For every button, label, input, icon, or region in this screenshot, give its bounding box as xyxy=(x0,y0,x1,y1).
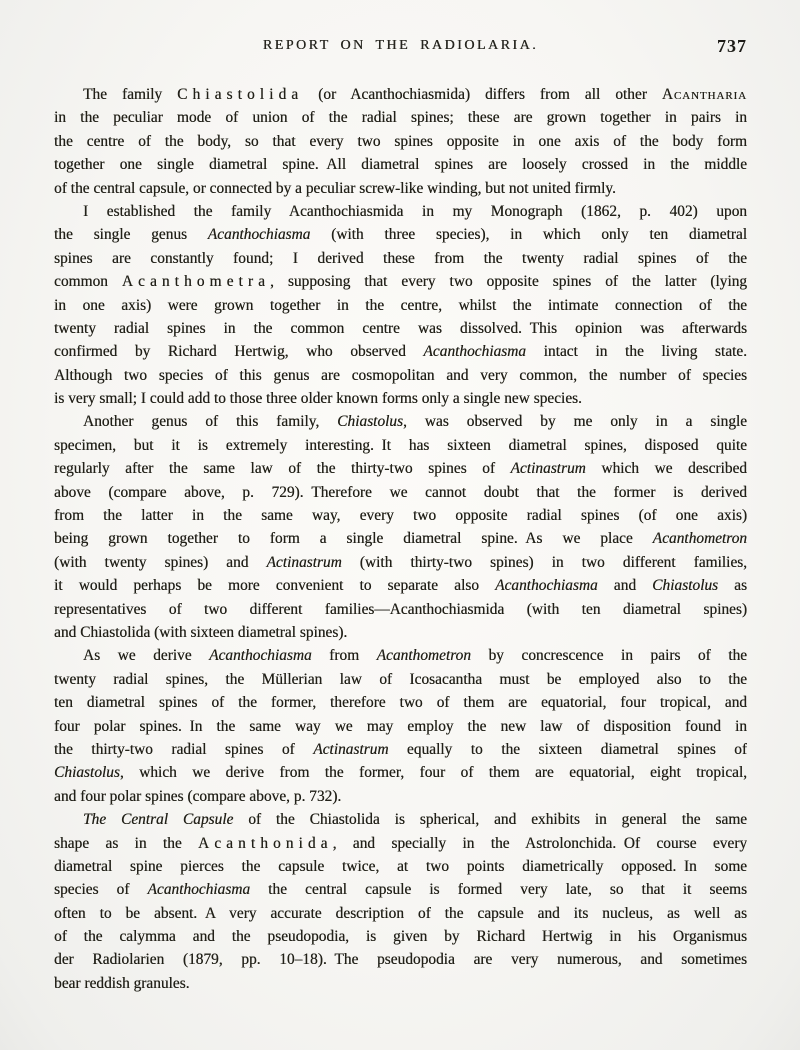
text-line xyxy=(54,223,747,246)
text-line xyxy=(54,761,747,784)
text-run: twenty radial spines, the Müllerian law of Icosacantha must be employed also to the xyxy=(54,670,747,688)
text-run: , and specially in the Astrolonchida. Of course every xyxy=(332,834,747,852)
italic-text-run: Acanthochiasma xyxy=(209,647,312,665)
text-run: regularly after the same law of the thirty-two spines of xyxy=(54,460,511,478)
text-line xyxy=(54,972,747,995)
text-line xyxy=(54,668,747,691)
italic-text-run: Actinastrum xyxy=(266,553,342,571)
text-run: bear reddish granules. xyxy=(54,974,190,992)
text-line xyxy=(54,785,747,808)
text-line xyxy=(54,808,747,831)
smallcaps-text-run: Acantharia xyxy=(661,86,747,103)
text-line xyxy=(54,294,747,317)
text-line xyxy=(54,387,747,410)
text-run: twenty radial spines in the common centre was dissolved. This opinion was afterwards xyxy=(54,319,747,337)
text-line xyxy=(54,177,747,200)
text-line xyxy=(54,410,747,433)
text-line xyxy=(54,855,747,878)
italic-text-run: Chiastolus xyxy=(652,577,719,595)
text-line xyxy=(54,247,747,270)
text-run: the thirty-two radial spines of xyxy=(54,740,314,758)
text-line xyxy=(54,270,747,293)
text-run: and four polar spines (compare above, p. 732). xyxy=(54,787,342,805)
text-line xyxy=(54,364,747,387)
text-run: (with three species), in which only ten diametral xyxy=(310,226,747,244)
text-line xyxy=(54,130,747,153)
text-line xyxy=(54,317,747,340)
text-line xyxy=(54,715,747,738)
text-run: (or Acanthochiasmida) differs from all other xyxy=(303,86,662,103)
text-line xyxy=(54,621,747,644)
text-line xyxy=(54,738,747,761)
text-run: confirmed by Richard Hertwig, who observed xyxy=(54,343,424,361)
text-run: (with twenty spines) and xyxy=(54,553,267,571)
text-run: often to be absent. A very accurate description of the capsule and its nucleus, as well as xyxy=(54,904,747,922)
page-number: 737 xyxy=(717,36,747,56)
text-line xyxy=(54,691,747,714)
text-run: of the calymma and the pseudopodia, is given by Richard Hertwig in his Organismus xyxy=(54,928,747,946)
text-line xyxy=(54,551,747,574)
text-run: and Chiastolida (with sixteen diametral spines). xyxy=(54,623,348,641)
text-line xyxy=(54,434,747,457)
text-line xyxy=(54,598,747,621)
letterspaced-text-run: Acanthometra xyxy=(121,273,271,291)
text-run: equally to the sixteen diametral spines of xyxy=(388,740,747,758)
text-run: representatives of two different families—Acanthochiasmida (with ten diametral spines) xyxy=(54,600,747,618)
text-run: from the latter in the same way, every two opposite radial spines (of one axis) xyxy=(54,507,747,525)
text-run: four polar spines. In the same way we may employ the new law of disposition found in xyxy=(54,717,747,735)
text-run: The family xyxy=(83,86,178,103)
text-line xyxy=(54,153,747,176)
text-line xyxy=(54,878,747,901)
text-run: ten diametral spines of the former, therefore two of them are equatorial, four tropical, and xyxy=(54,694,747,712)
text-run: being grown together to form a single diametral spine. As we place xyxy=(54,530,653,548)
text-run: the centre of the body, so that every two spines opposite in one axis of the body form xyxy=(54,132,747,150)
text-run: common xyxy=(54,273,122,291)
text-line xyxy=(54,832,747,855)
text-run: diametral spine pierces the capsule twice, at two points diametrically opposed. In some xyxy=(54,857,747,875)
italic-text-run: Acanthochiasma xyxy=(423,343,526,361)
text-run: the central capsule is formed very late, so that it seems xyxy=(250,881,747,899)
italic-text-run: Actinastrum xyxy=(313,740,389,758)
italic-text-run: Chiastolus xyxy=(337,413,403,431)
text-run: which we described xyxy=(585,460,747,478)
text-line xyxy=(54,504,747,527)
text-run: spines are constantly found; I derived these from the twenty radial spines of the xyxy=(54,249,747,267)
text-run: shape as in the xyxy=(54,834,199,852)
text-run: species of xyxy=(54,881,148,899)
text-run: , was observed by me only in a single xyxy=(403,413,747,431)
text-run: Although two species of this genus are cosmopolitan and very common, the number of species xyxy=(54,366,747,384)
text-run: the single genus xyxy=(54,226,208,244)
italic-text-run: Acanthometron xyxy=(652,530,747,548)
text-run: specimen, but it is extremely interesting. It has sixteen diametral spines, disposed quite xyxy=(54,436,747,454)
text-run: , which we derive from the former, four of them are equatorial, eight tropical, xyxy=(119,764,747,782)
text-run: from xyxy=(311,647,377,665)
text-run: by concrescence in pairs of the xyxy=(470,647,747,665)
text-run: I established the family Acanthochiasmida in my Monograph (1862, p. 402) upon xyxy=(83,202,747,220)
text-run: As we derive xyxy=(83,647,210,665)
text-line xyxy=(54,457,747,480)
text-run: in the peculiar mode of union of the radial spines; these are grown together in pairs in xyxy=(54,109,747,127)
italic-text-run: Acanthochiasma xyxy=(495,577,598,595)
text-line xyxy=(54,574,747,597)
italic-text-run: Acanthometron xyxy=(376,647,471,665)
text-run: (with thirty-two spines) in two different families, xyxy=(341,553,747,571)
text-column xyxy=(54,83,747,995)
text-line xyxy=(54,340,747,363)
text-run: of the central capsule, or connected by a peculiar screw-like winding, but not united firmly. xyxy=(54,179,616,197)
letterspaced-text-run: Acanthonida xyxy=(198,834,333,852)
text-line xyxy=(54,106,747,129)
text-line xyxy=(54,948,747,971)
page-header xyxy=(54,38,747,58)
text-line xyxy=(54,902,747,925)
text-line xyxy=(54,644,747,667)
text-line xyxy=(54,527,747,550)
text-run: it would perhaps be more convenient to separate also xyxy=(54,577,496,595)
text-run: as xyxy=(718,577,747,595)
italic-text-run: Acanthochiasma xyxy=(147,881,251,899)
running-head-title: REPORT ON THE RADIOLARIA. xyxy=(262,38,539,53)
text-run: Another genus of this family, xyxy=(83,413,338,431)
italic-text-run: The Central Capsule xyxy=(83,811,234,829)
text-run: , supposing that every two opposite spines of the latter (lying xyxy=(270,273,747,291)
text-run: of the Chiastolida is spherical, and exhibits in general the same xyxy=(233,811,747,829)
text-run: der Radiolarien (1879, pp. 10–18). The pseudopodia are very numerous, and sometimes xyxy=(54,951,747,969)
text-line xyxy=(54,83,747,106)
text-line xyxy=(54,481,747,504)
text-run: is very small; I could add to those three older known forms only a single new species. xyxy=(54,390,582,408)
text-line xyxy=(54,200,747,223)
italic-text-run: Acanthochiasma xyxy=(207,226,311,244)
text-run: above (compare above, p. 729). Therefore we cannot doubt that the former is derived xyxy=(54,483,747,501)
italic-text-run: Chiastolus xyxy=(54,764,120,782)
text-run: intact in the living state. xyxy=(525,343,747,361)
letterspaced-text-run: Chiastolida xyxy=(177,86,304,103)
text-run: together one single diametral spine. All diametral spines are loosely crossed in the middle xyxy=(54,156,747,174)
italic-text-run: Actinastrum xyxy=(510,460,586,478)
text-run: and xyxy=(597,577,653,595)
text-line xyxy=(54,925,747,948)
text-run: in one axis) were grown together in the centre, whilst the intimate connection of the xyxy=(54,296,747,314)
